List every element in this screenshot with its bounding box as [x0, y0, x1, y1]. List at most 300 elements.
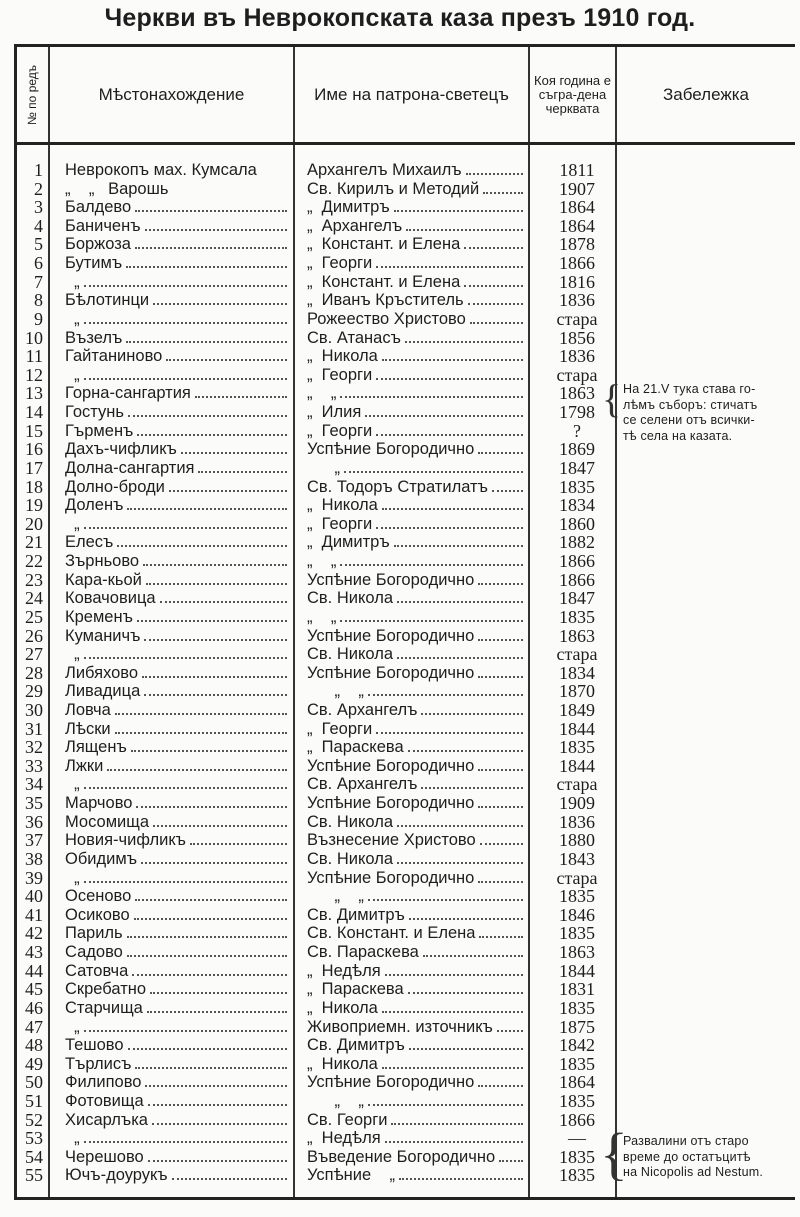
year-built: 1843 [559, 848, 595, 869]
place-name: Балдево [65, 198, 132, 217]
saint-name: Св. Никола [307, 589, 394, 608]
saint-cell [307, 217, 527, 236]
row-number: 36 [25, 811, 43, 832]
table-row [17, 347, 617, 366]
year-built: 1866 [559, 1109, 595, 1130]
saint-name: Св. Никола [307, 849, 394, 868]
leader-dots [376, 366, 523, 380]
saint-name: „ Параскева [307, 738, 404, 757]
leader-dots [145, 1073, 287, 1087]
place-cell [65, 1055, 291, 1074]
place-name: Гостунь [65, 403, 124, 422]
table-row [17, 701, 617, 720]
row-number: 14 [25, 402, 43, 423]
row-number: 41 [25, 904, 43, 925]
row-number: 27 [25, 644, 43, 665]
place-cell [65, 571, 291, 590]
saint-name: „ Илия [307, 403, 362, 422]
header-place: Мѣстонахождение [98, 84, 245, 104]
table-row [17, 571, 617, 590]
leader-dots [397, 589, 523, 603]
header-no [17, 47, 48, 142]
place-cell [65, 254, 291, 273]
saint-name: „ Недѣля [307, 1129, 381, 1148]
row-number: 39 [25, 867, 43, 888]
leader-dots [397, 645, 523, 659]
saint-cell [307, 235, 527, 254]
row-number: 40 [25, 886, 43, 907]
place-name: „ [65, 645, 80, 664]
year-built: 1811 [559, 160, 595, 180]
saint-name: Св. Никола [307, 812, 394, 831]
leader-dots [478, 757, 523, 771]
year-built: 1835 [559, 1146, 595, 1167]
place-name: Осеново [65, 887, 132, 906]
saint-cell [307, 329, 527, 348]
leader-dots [141, 850, 287, 864]
table-row [17, 943, 617, 962]
place-cell [65, 943, 291, 962]
place-name: „ [65, 365, 80, 384]
saint-name: Св. Кирилъ и Методий [307, 179, 480, 198]
place-cell [65, 645, 291, 664]
place-name: Мосомища [65, 812, 150, 831]
saint-cell [307, 738, 527, 757]
leader-dots [376, 422, 523, 436]
note-line: тѣ села на казата. [623, 428, 733, 443]
leader-dots [423, 943, 523, 957]
table-row [17, 831, 617, 850]
place-name: Ковачовица [65, 589, 156, 608]
saint-cell [307, 161, 527, 180]
leader-dots [127, 924, 287, 938]
leader-dots [478, 440, 523, 454]
saint-cell [307, 980, 527, 999]
year-built: 1907 [559, 178, 595, 199]
table-row [17, 291, 617, 310]
header-no-text: № по редъ [25, 64, 40, 125]
saint-cell [307, 701, 527, 720]
year-built: 1842 [559, 1035, 595, 1056]
saint-name: Св. Никола [307, 645, 394, 664]
saint-cell [307, 533, 527, 552]
table-row [17, 496, 617, 515]
header-year: Коя година е съгра-дена черквата [534, 72, 611, 116]
saint-cell [307, 422, 527, 441]
year-built: 1846 [559, 904, 595, 925]
row-number: 8 [34, 290, 43, 311]
row-number: 3 [34, 197, 43, 218]
leader-dots [84, 515, 287, 529]
place-cell [65, 235, 291, 254]
leader-dots [382, 347, 523, 361]
place-cell [65, 161, 291, 180]
place-name: „ [65, 309, 80, 328]
row-number: 43 [25, 942, 43, 963]
saint-cell [307, 1055, 527, 1074]
leader-dots [84, 645, 287, 659]
year-built: стара [556, 644, 598, 665]
row-number: 24 [25, 588, 43, 609]
leader-dots [147, 999, 287, 1013]
place-cell [65, 291, 291, 310]
leader-dots [382, 496, 523, 510]
leader-dots [84, 273, 287, 287]
leader-dots [480, 831, 523, 845]
row-number: 6 [34, 253, 43, 274]
place-cell [65, 980, 291, 999]
saint-name: Св. Георги [307, 1110, 388, 1129]
place-cell [65, 627, 291, 646]
table-row [17, 1036, 617, 1055]
place-name: Зърньово [65, 552, 140, 571]
place-name: Скребатно [65, 980, 147, 999]
saint-name: Живоприемн. източникъ [307, 1017, 493, 1036]
leader-dots [117, 533, 287, 547]
row-number: 31 [25, 718, 43, 739]
leader-dots [464, 235, 523, 249]
place-name: Гърменъ [65, 421, 134, 440]
saint-name: „ Иванъ Кръститель [307, 291, 464, 310]
place-name: Долна-сангартия [65, 458, 195, 477]
saint-cell [307, 1129, 527, 1148]
leader-dots [483, 180, 523, 194]
saint-name: „ „ [307, 887, 364, 906]
row-number: 28 [25, 662, 43, 683]
place-name: Възелъ [65, 328, 123, 347]
year-built: 1864 [559, 1072, 595, 1093]
place-name: Дахъ-чифликъ [65, 440, 177, 459]
leader-dots [134, 906, 287, 920]
place-name: Бѣлотинци [65, 291, 150, 310]
leader-dots [148, 1148, 287, 1162]
saint-name: „ Никола [307, 496, 378, 515]
saint-name: Въведение Богородично [307, 1147, 496, 1166]
place-name: Елесъ [65, 533, 114, 552]
year-built: 1870 [559, 681, 595, 702]
place-cell [65, 496, 291, 515]
saint-name: „ Георги [307, 421, 373, 440]
leader-dots [365, 403, 523, 417]
place-cell [65, 217, 291, 236]
saint-name: Успѣние Богородично [307, 1073, 475, 1092]
leader-dots [394, 198, 523, 212]
leader-dots [146, 571, 287, 585]
leader-dots [181, 440, 287, 454]
year-built: 1849 [559, 699, 595, 720]
year-built: 1863 [559, 383, 595, 404]
row-number: 23 [25, 569, 43, 590]
place-cell [65, 478, 291, 497]
leader-dots [127, 496, 287, 510]
leader-dots [391, 1111, 523, 1125]
saint-cell [307, 627, 527, 646]
place-name: „ [65, 775, 80, 794]
table-row [17, 310, 617, 329]
saint-cell [307, 496, 527, 515]
place-name: Либяхово [65, 663, 139, 682]
leader-dots [144, 682, 287, 696]
saint-cell [307, 254, 527, 273]
saint-cell [307, 366, 527, 385]
place-cell [65, 329, 291, 348]
row-number: 32 [25, 737, 43, 758]
table-row [17, 850, 617, 869]
row-number: 50 [25, 1072, 43, 1093]
row-number: 37 [25, 830, 43, 851]
saint-cell [307, 962, 527, 981]
saint-cell [307, 1111, 527, 1130]
place-name: Горна-сангартия [65, 384, 191, 403]
leader-dots [340, 384, 523, 398]
row-number: 33 [25, 755, 43, 776]
row-number: 17 [25, 457, 43, 478]
table-row [17, 161, 617, 180]
place-cell [65, 906, 291, 925]
saint-name: „ Никола [307, 998, 378, 1017]
saint-cell [307, 1073, 527, 1092]
leader-dots [150, 980, 287, 994]
row-number: 15 [25, 420, 43, 441]
saint-name: Архангелъ Михаилъ [307, 161, 462, 179]
row-number: 26 [25, 625, 43, 646]
place-name: Куманичъ [65, 626, 141, 645]
table-row [17, 1129, 617, 1148]
table-row [17, 478, 617, 497]
year-built: 1863 [559, 942, 595, 963]
place-name: Обидимъ [65, 849, 138, 868]
leader-dots [409, 1036, 523, 1050]
leader-dots [470, 310, 523, 324]
year-built: 1878 [559, 234, 595, 255]
year-built: 1869 [559, 439, 595, 460]
year-built: 1835 [559, 476, 595, 497]
year-built: 1835 [559, 1053, 595, 1074]
place-cell [65, 310, 291, 329]
saint-name: „ Констант. и Елена [307, 235, 461, 254]
place-cell [65, 1129, 291, 1148]
year-built: 1835 [559, 737, 595, 758]
place-cell [65, 273, 291, 292]
table-row [17, 1055, 617, 1074]
place-name: Търлисъ [65, 1054, 132, 1073]
place-name: Садово [65, 943, 123, 962]
year-built: 1835 [559, 606, 595, 627]
brace-icon: { [602, 376, 622, 421]
leader-dots [405, 329, 523, 343]
header-divider [17, 142, 795, 145]
place-name: Бутимъ [65, 254, 123, 273]
leader-dots [382, 1055, 523, 1069]
saint-cell [307, 869, 527, 888]
year-built: 1836 [559, 290, 595, 311]
place-cell [65, 869, 291, 888]
row-number: 35 [25, 793, 43, 814]
header-saint: Име на патрона-светецъ [314, 84, 509, 104]
place-name: Боржоза [65, 235, 131, 254]
year-built: 1836 [559, 346, 595, 367]
place-cell [65, 962, 291, 981]
leader-dots [166, 347, 287, 361]
leader-dots [153, 291, 287, 305]
saint-cell [307, 478, 527, 497]
row-number: 46 [25, 997, 43, 1018]
leader-dots [144, 627, 287, 641]
row-number: 11 [25, 346, 43, 367]
leader-dots [409, 906, 523, 920]
saint-cell [307, 682, 527, 701]
year-built: 1866 [559, 569, 595, 590]
table-row [17, 422, 617, 441]
place-name: „ [65, 272, 80, 291]
leader-dots [479, 924, 523, 938]
saint-cell [307, 1018, 527, 1037]
saint-name: Успѣние Богородично [307, 794, 475, 813]
place-cell [65, 552, 291, 571]
table-row [17, 366, 617, 385]
place-cell [65, 515, 291, 534]
table-row [17, 254, 617, 273]
table-row [17, 384, 617, 403]
table-row [17, 235, 617, 254]
leader-dots [127, 943, 287, 957]
year-built: 1847 [559, 588, 595, 609]
place-name: Фотовища [65, 1092, 144, 1110]
year-built: 1835 [559, 1091, 595, 1111]
saint-name: Св. Димитръ [307, 905, 405, 924]
year-built: стара [556, 364, 598, 385]
note-line: На 21.V тука става го- [623, 382, 756, 396]
saint-cell [307, 720, 527, 739]
place-cell [65, 701, 291, 720]
table-row [17, 1073, 617, 1092]
row-number: 44 [25, 960, 43, 981]
year-built: 1816 [559, 271, 595, 292]
place-name: Париль [65, 924, 123, 943]
leader-dots [160, 589, 287, 603]
saint-cell [307, 403, 527, 422]
saint-cell [307, 589, 527, 608]
note-line: време до остатъцитѣ [623, 1149, 751, 1164]
saint-cell [307, 515, 527, 534]
place-cell [65, 589, 291, 608]
leader-dots [198, 459, 287, 473]
place-name: „ „ Варошь [65, 179, 169, 198]
table-row [17, 887, 617, 906]
leader-dots [152, 1111, 287, 1125]
saint-name: „ „ [307, 607, 337, 626]
place-cell [65, 440, 291, 459]
leader-dots [128, 1036, 288, 1050]
leader-dots [84, 869, 287, 883]
table-row [17, 329, 617, 348]
place-cell [65, 366, 291, 385]
leader-dots [128, 403, 287, 417]
leader-dots [385, 962, 523, 976]
table-row [17, 440, 617, 459]
saint-cell [307, 999, 527, 1018]
table-row [17, 180, 617, 199]
leader-dots [368, 887, 523, 901]
place-name: Филипово [65, 1073, 142, 1092]
saint-cell [307, 906, 527, 925]
place-name: Ловча [65, 700, 111, 719]
leader-dots [84, 366, 287, 380]
year-built: 1860 [559, 513, 595, 534]
year-built: 1836 [559, 811, 595, 832]
leader-dots [84, 1129, 287, 1143]
saint-cell [307, 291, 527, 310]
place-cell [65, 924, 291, 943]
saint-cell [307, 347, 527, 366]
row-number: 21 [25, 532, 43, 553]
saint-name: Св. Архангелъ [307, 700, 418, 719]
row-number: 45 [25, 979, 43, 1000]
place-name: Лященъ [65, 738, 127, 757]
row-number: 19 [25, 495, 43, 516]
row-number: 2 [34, 178, 43, 199]
row-number: 18 [25, 476, 43, 497]
table-row [17, 1111, 617, 1130]
saint-cell [307, 1036, 527, 1055]
saint-name: „ „ [307, 552, 337, 571]
leader-dots [499, 1148, 523, 1162]
leader-dots [397, 813, 523, 827]
place-cell [65, 850, 291, 869]
row-number: 7 [34, 271, 43, 292]
place-cell [65, 422, 291, 441]
year-built: ? [573, 420, 581, 441]
leader-dots [172, 1166, 287, 1180]
year-built: 1834 [559, 495, 595, 516]
place-name: Новия-чифликъ [65, 831, 186, 850]
table-row [17, 273, 617, 292]
leader-dots [478, 664, 523, 678]
table-row [17, 794, 617, 813]
saint-name: „ Констант. и Елена [307, 272, 461, 291]
table-row [17, 757, 617, 776]
leader-dots [340, 608, 523, 622]
row-number: 47 [25, 1016, 43, 1037]
leader-dots [107, 757, 287, 771]
leader-dots [478, 794, 523, 808]
year-built: 1835 [559, 997, 595, 1018]
place-cell [65, 887, 291, 906]
leader-dots [397, 850, 523, 864]
place-cell [65, 775, 291, 794]
table-row [17, 999, 617, 1018]
leader-dots [135, 198, 287, 212]
row-number: 53 [25, 1128, 43, 1149]
saint-name: Св. Параскева [307, 943, 419, 962]
year-built: стара [556, 867, 598, 888]
leader-dots [464, 273, 523, 287]
year-built: 1844 [559, 960, 595, 981]
table-row [17, 720, 617, 739]
leader-dots [385, 1129, 523, 1143]
leader-dots [406, 217, 523, 231]
place-cell [65, 1073, 291, 1092]
leader-dots [478, 869, 523, 883]
saint-name: Успѣние Богородично [307, 756, 475, 775]
row-number: 22 [25, 551, 43, 572]
saint-name: „ „ [307, 1092, 364, 1110]
place-name: „ [65, 1017, 80, 1036]
year-built: 1856 [559, 327, 595, 348]
place-cell [65, 1148, 291, 1167]
saint-name: „ Никола [307, 347, 378, 366]
churches-table [14, 44, 795, 1200]
